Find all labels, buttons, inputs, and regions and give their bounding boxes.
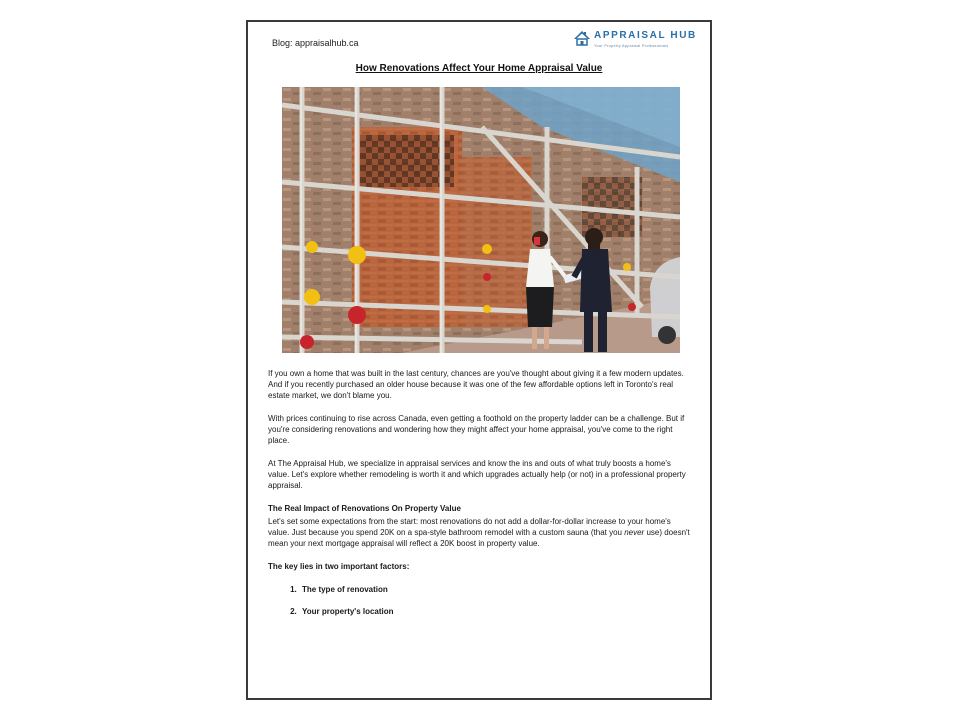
paragraph-expectations [268, 516, 693, 549]
article-body [268, 368, 693, 628]
factors-list [268, 584, 693, 617]
list-item: 1. The type of renovation [299, 584, 693, 595]
paragraph-intro: If you own a home that was built in the last century, chances are you've thought about giving it a few modern updates. And if you recently purchased an older house because it was one of the few affordable options left in Toronto's real estate market, we don't blame you. [268, 369, 684, 400]
expectations-emphasis: never [624, 528, 645, 537]
key-factors-line: The key lies in two important factors: [268, 562, 410, 571]
paragraph-appraisal-hub: At The Appraisal Hub, we specialize in appraisal services and know the ins and outs of what truly boosts a home's value. Let's explore whether remodeling is worth it and which upgrades actually help (or not) in a professional property appraisal. [268, 459, 686, 490]
scaffolding-scene-image [282, 87, 680, 353]
appraisal-hub-logo [572, 28, 696, 50]
list-item: 2. Your property's location [299, 606, 693, 617]
renovation-photo [282, 87, 680, 353]
logo-tagline: Your Property Appraisal Professionals [594, 43, 669, 48]
paragraph-prices: With prices continuing to rise across Canada, even getting a foothold on the property ladder can be a challenge. But if you're considering renovations and wondering how they might affect your home appraisal, you've come to the right place. [268, 414, 685, 445]
house-logo-icon [572, 28, 592, 48]
blog-label: Blog: appraisalhub.ca [272, 38, 359, 48]
document-page [246, 20, 712, 700]
expectations-text-start: Let's set some expectations from the start: most renovations do not add a dollar-for-dollar increase to your home's value. Just because you spend 20K on a spa-style bathroom remodel with a custom sauna (that you [268, 517, 671, 537]
section-heading: The Real Impact of Renovations On Property Value [268, 504, 461, 513]
expectations-text-end: use) doesn't mean your next mortgage appraisal will reflect a 20K boost in property value. [268, 528, 690, 548]
logo-text: APPRAISAL HUB [594, 30, 697, 41]
article-title: How Renovations Affect Your Home Appraisal Value [355, 63, 603, 74]
